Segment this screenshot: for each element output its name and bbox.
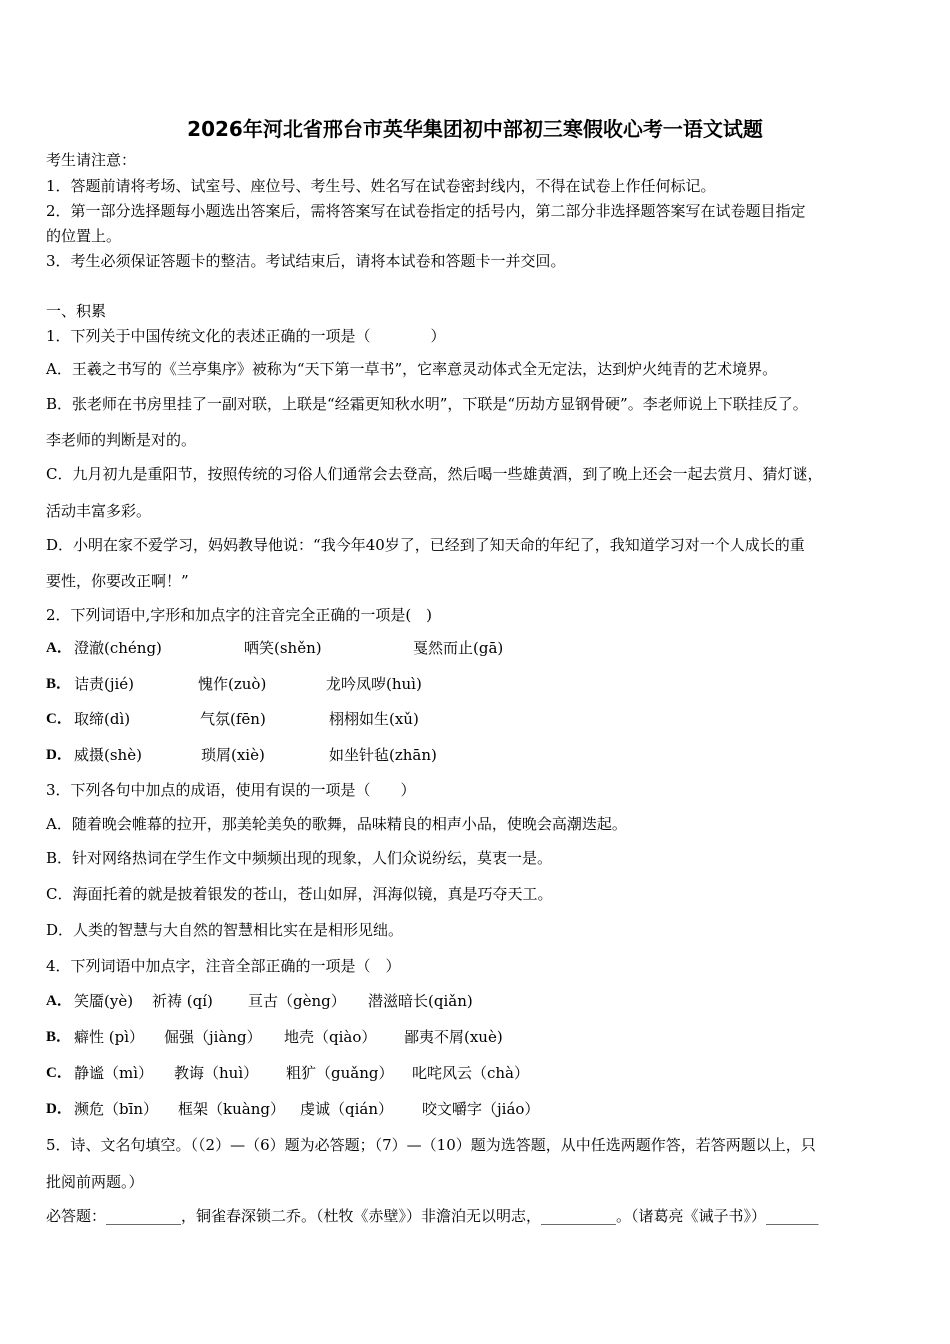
notice-item: 2．第一部分选择题每小题选出答案后，需将答案写在试卷指定的括号内，第二部分非选择题答案写在试卷题目指定 [46,202,806,220]
question-3-stem: 3．下列各句中加点的成语，使用有误的一项是（ ） [46,781,416,799]
question-1-line: A．王羲之书写的《兰亭集序》被称为“天下第一草书”，它率意灵动体式全无定法，达到炉火纯青的艺术境界。 [46,360,778,378]
question-1-line: D．小明在家不爱学习，妈妈教导他说：“我今年40岁了，已经到了知天命的年纪了，我知道学习对一个人成长的重 [46,536,805,554]
question-1-line: 李老师的判断是对的。 [46,431,197,449]
page-title: 2026年河北省邢台市英华集团初中部初三寒假收心考一语文试题 [187,117,763,141]
question-5-stem-continued: 批阅前两题。） [46,1173,144,1191]
question-2-option-b: B． 诘责(jié) 愧作(zuò) 龙吟凤哕(huì) [46,675,422,693]
question-1-line: C．九月初九是重阳节，按照传统的习俗人们通常会去登高，然后喝一些雄黄酒，到了晚上还会一起去赏月、猜灯谜， [46,465,823,483]
question-3-line: C．海面托着的就是披着银发的苍山，苍山如屏，洱海似镜，真是巧夺天工。 [46,885,553,903]
question-5-fill-line: 必答题：__________，铜雀春深锁二乔。（杜牧《赤壁》）非澹泊无以明志，__________。（诸葛亮《诫子书》）_______ [46,1207,819,1225]
question-4-stem: 4．下列词语中加点字，注音全部正确的一项是（ ） [46,957,401,975]
question-4-option-b: B． 癖性 (pì） 倔强（jiàng） 地壳（qiào） 鄙夷不屑(xuè) [46,1028,503,1046]
question-4-option-a: A． 笑靥(yè) 祈祷 (qí) 亘古（gèng） 潜滋暗长(qiǎn) [46,992,473,1010]
question-2-option-a: A． 澄澈(chéng) 哂笑(shěn) 戛然而止(gā) [46,639,504,657]
question-1-stem: 1．下列关于中国传统文化的表述正确的一项是（ ） [46,327,446,345]
question-1-line: 要性，你要改正啊！” [46,572,189,590]
question-2-stem: 2．下列词语中,字形和加点字的注音完全正确的一项是( ) [46,606,433,624]
question-1-line: B．张老师在书房里挂了一副对联，上联是“经霜更知秋水明”，下联是“历劫方显钢骨硬”。李老师说上下联挂反了。 [46,395,808,413]
notice-item: 3．考生必须保证答题卡的整洁。考试结束后，请将本试卷和答题卡一并交回。 [46,252,566,270]
question-4-option-d: D． 濒危（bīn） 框架（kuàng） 虔诚（qián） 咬文嚼字（jiáo） [46,1100,540,1118]
question-3-line: B．针对网络热词在学生作文中频频出现的现象，人们众说纷纭，莫衷一是。 [46,849,553,867]
question-2-option-d: D． 威摄(shè) 琐屑(xiè) 如坐针毡(zhān) [46,746,437,764]
notice-item: 的位置上。 [46,227,122,245]
notice-item: 1．答题前请将考场、试室号、座位号、考生号、姓名写在试卷密封线内，不得在试卷上作任何标记。 [46,177,716,195]
question-3-line: D．人类的智慧与大自然的智慧相比实在是相形见绌。 [46,921,404,939]
question-3-line: A．随着晚会帷幕的拉开，那美轮美奂的歌舞，品味精良的相声小品，使晚会高潮迭起。 [46,815,627,833]
question-4-option-c: C． 静谧（mì） 教诲（huì） 粗犷（guǎng） 叱咤风云（chà） [46,1064,530,1082]
question-1-line: 活动丰富多彩。 [46,502,152,520]
section-heading: 一、积累 [46,302,107,320]
question-5-stem: 5．诗、文名句填空。（（2）—（6）题为必答题；（7）—（10）题为选答题，从中任选两题作答，若答两题以上，只 [46,1136,816,1154]
notice-heading: 考生请注意： [46,151,137,169]
question-2-option-c: C． 取缔(dì) 气氛(fēn) 栩栩如生(xǔ) [46,710,419,728]
